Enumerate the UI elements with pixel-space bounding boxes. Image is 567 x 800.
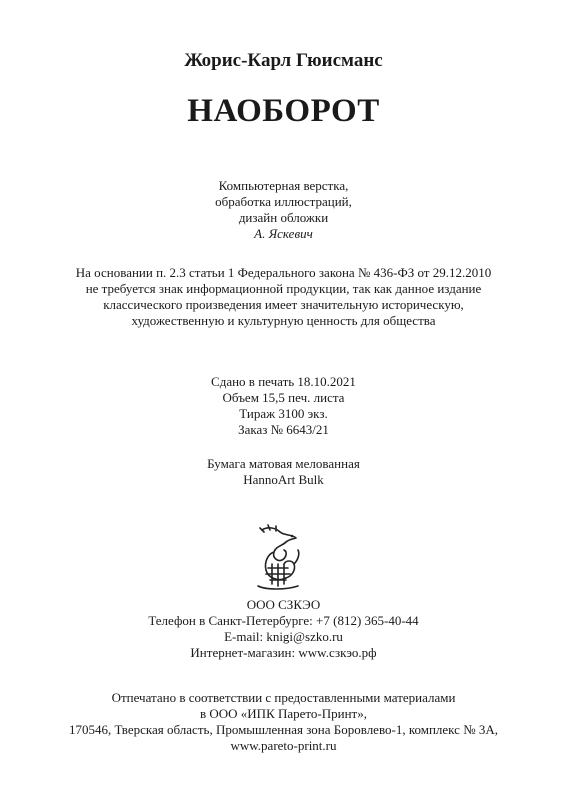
printer-line: Отпечатано в соответствии с предоставленными материалами (111, 690, 456, 705)
credits-block (0, 178, 567, 242)
legal-line: художественную и культурную ценность для общества (131, 313, 436, 328)
publisher-phone: Телефон в Санкт-Петербурге: +7 (812) 365-40-44 (148, 613, 419, 628)
book-title: НАОБОРОТ (187, 93, 380, 129)
legal-line: классического произведения имеет значительную историческую, (103, 297, 464, 312)
credits-line: обработка иллюстраций, (215, 194, 352, 209)
publisher-name: ООО СЗКЭО (246, 597, 321, 612)
printer-address: 170546, Тверская область, Промышленная зона Боровлево-1, комплекс № 3А, (69, 722, 498, 737)
credits-line: Компьютерная верстка, (218, 178, 349, 193)
credits-line: дизайн обложки (238, 210, 329, 225)
legal-line: не требуется знак информационной продукции, так как данное издание (85, 281, 482, 296)
printer-line: в ООО «ИПК Парето-Принт», (199, 706, 367, 721)
print-volume: Объем 15,5 печ. листа (222, 390, 345, 405)
paper-brand: HannoArt Bulk (243, 472, 324, 487)
publisher-email: E-mail: knigi@szko.ru (224, 629, 343, 644)
print-run: Тираж 3100 экз. (239, 406, 328, 421)
legal-notice (0, 265, 567, 329)
print-date: Сдано в печать 18.10.2021 (211, 374, 356, 389)
printer-block (0, 690, 567, 754)
author-name: Жорис-Карл Гюисманс (184, 50, 383, 71)
print-info (0, 374, 567, 438)
dragon-emblem-icon (252, 524, 304, 592)
designer-name: А. Яскевич (254, 226, 313, 241)
printer-website: www.pareto-print.ru (230, 738, 337, 753)
paper-info (0, 456, 567, 488)
paper-type: Бумага матовая мелованная (207, 456, 360, 471)
publisher-block (0, 597, 567, 661)
legal-line: На основании п. 2.3 статьи 1 Федерального закона № 436-ФЗ от 29.12.2010 (75, 265, 492, 280)
order-number: Заказ № 6643/21 (238, 422, 329, 437)
publisher-shop: Интернет-магазин: www.сзкэо.рф (190, 645, 377, 660)
